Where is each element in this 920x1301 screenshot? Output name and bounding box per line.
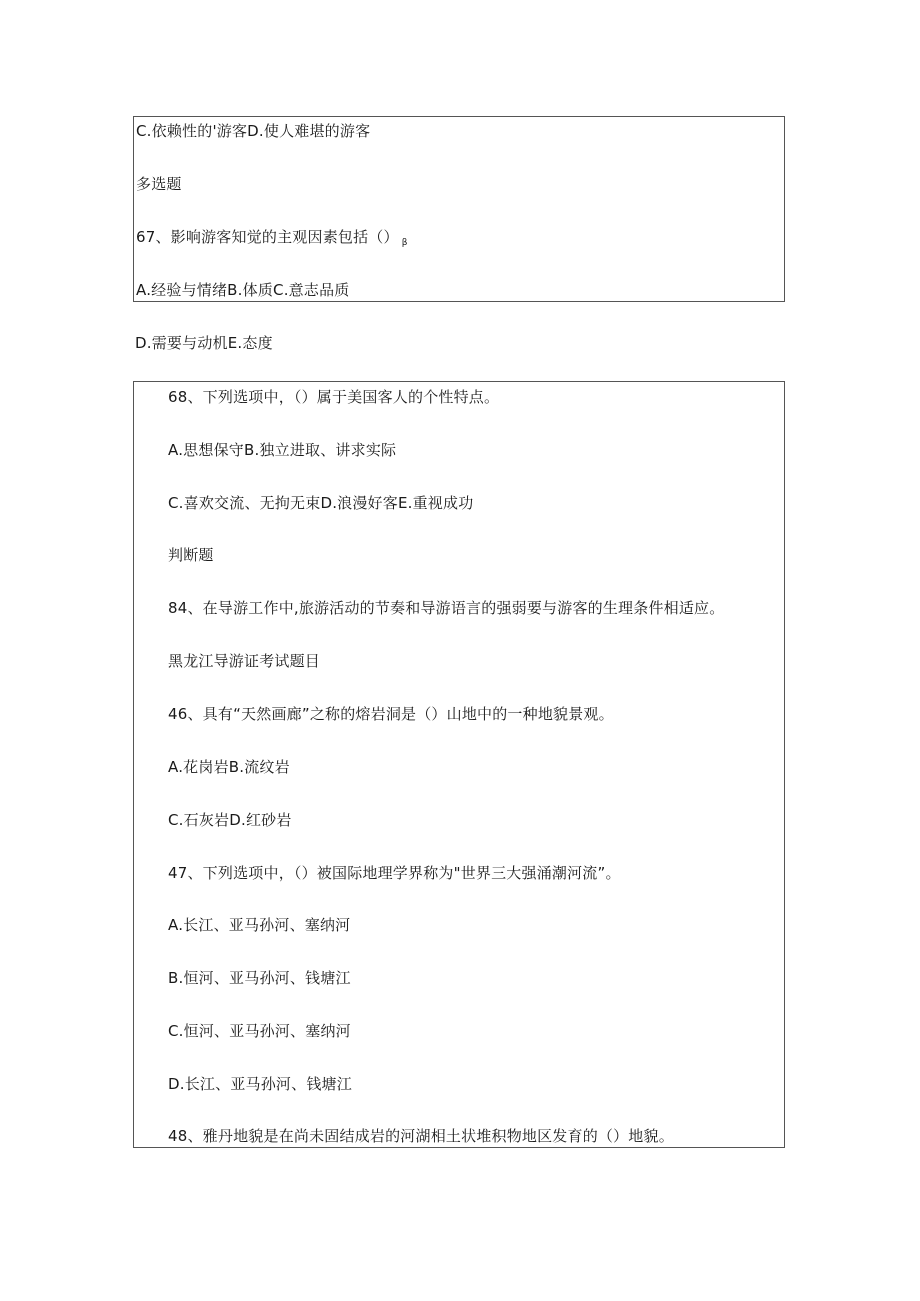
section-heading-multiple-choice: 多选题 bbox=[136, 175, 182, 193]
text-box-1 bbox=[133, 116, 785, 302]
section-heading-true-false: 判断题 bbox=[168, 546, 214, 564]
question-67 bbox=[136, 227, 408, 253]
question-67-text: 67、影响游客知觉的主观因素包括（） bbox=[136, 228, 399, 246]
question-47-option-b: B.恒河、亚马孙河、钱塘江 bbox=[168, 969, 351, 987]
text-box-2 bbox=[133, 381, 785, 1148]
question-68-options-ab: A.思想保守B.独立进取、讲求实际 bbox=[168, 441, 397, 459]
question-67-options-cont: D.需要与动机E.态度 bbox=[135, 334, 273, 352]
question-46-options-cd: C.石灰岩D.红砂岩 bbox=[168, 811, 292, 829]
question-68-options-cde: C.喜欢交流、无拘无束D.浪漫好客E.重视成功 bbox=[168, 494, 474, 512]
question-47-option-a: A.长江、亚马孙河、塞纳河 bbox=[168, 916, 351, 934]
question-47-option-d: D.长江、亚马孙河、钱塘江 bbox=[168, 1075, 352, 1093]
question-47-option-c: C.恒河、亚马孙河、塞纳河 bbox=[168, 1022, 351, 1040]
question-47: 47、下列选项中，（）被国际地理学界称为"世界三大强涌潮河流”。 bbox=[168, 864, 621, 882]
question-84: 84、在导游工作中,旅游活动的节奏和导游语言的强弱要与游客的生理条件相适应。 bbox=[168, 599, 725, 617]
question-67-options: A.经验与情绪B.体质C.意志品质 bbox=[136, 281, 350, 299]
question-68: 68、下列选项中，（）属于美国客人的个性特点。 bbox=[168, 388, 500, 406]
question-67-suffix: β bbox=[401, 238, 408, 248]
option-line-c-d: C.依赖性的'游客D.使人难堪的游客 bbox=[136, 122, 371, 140]
question-46: 46、具有“天然画廊”之称的熔岩洞是（）山地中的一种地貌景观。 bbox=[168, 705, 614, 723]
exam-title: 黑龙江导游证考试题目 bbox=[168, 652, 321, 670]
question-46-options-ab: A.花岗岩B.流纹岩 bbox=[168, 758, 290, 776]
question-48: 48、雅丹地貌是在尚未固结成岩的河湖相土状堆积物地区发育的（）地貌。 bbox=[168, 1127, 674, 1145]
